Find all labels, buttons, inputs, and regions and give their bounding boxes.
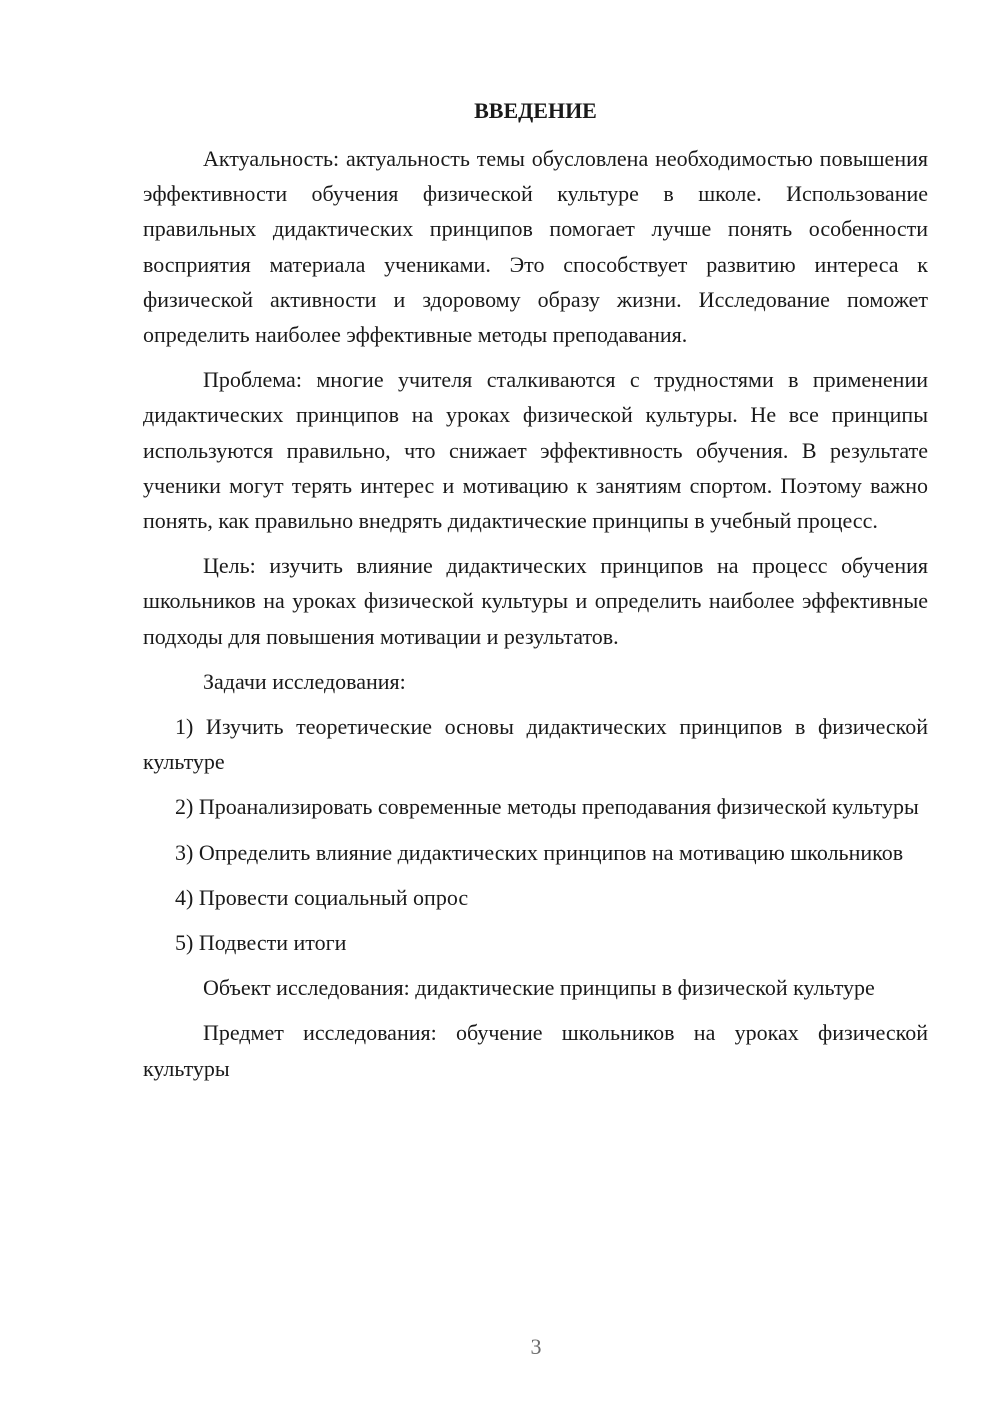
list-item: 3) Определить влияние дидактических принципов на мотивацию школьников: [175, 839, 904, 865]
page-number: 3: [530, 1334, 542, 1359]
list-item: 1) Изучить теоретические основы дидактических принципов в физической культуре: [143, 714, 928, 775]
list-item: 5) Подвести итоги: [175, 930, 347, 956]
tasks-heading: Задачи исследования:: [203, 668, 406, 694]
relevance-paragraph: Актуальность: актуальность темы обусловлена необходимостью повышения эффективности обучения физической культуре в школе. Использование правильных дидактических принципов помогает лучше понять особенности восприятия материала учениками. Это способствует развитию интереса к физической активности и здоровому образу жизни. Исследование поможет определить наиболее эффективные методы преподавания.: [143, 146, 928, 348]
subject-paragraph: Предмет исследования: обучение школьников на уроках физической культуры: [143, 1020, 928, 1081]
tasks-list: [143, 709, 928, 960]
list-item: 4) Провести социальный опрос: [175, 884, 469, 910]
object-paragraph: Объект исследования: дидактические принципы в физической культуре: [203, 975, 875, 1001]
problem-paragraph: Проблема: многие учителя сталкиваются с трудностями в применении дидактических принципов на уроках физической культуры. Не все принципы используются правильно, что снижает эффективность обучения. В результате ученики могут терять интерес и мотивацию к занятиям спортом. Поэтому важно понять, как правильно внедрять дидактические принципы в учебный процесс.: [143, 367, 928, 534]
page-content: [143, 95, 928, 1096]
list-item: 2) Проанализировать современные методы преподавания физической культуры: [175, 794, 919, 820]
goal-paragraph: Цель: изучить влияние дидактических принципов на процесс обучения школьников на уроках физической культуры и определить наиболее эффективные подходы для повышения мотивации и результатов.: [143, 553, 928, 649]
page-title: ВВЕДЕНИЕ: [474, 98, 597, 123]
